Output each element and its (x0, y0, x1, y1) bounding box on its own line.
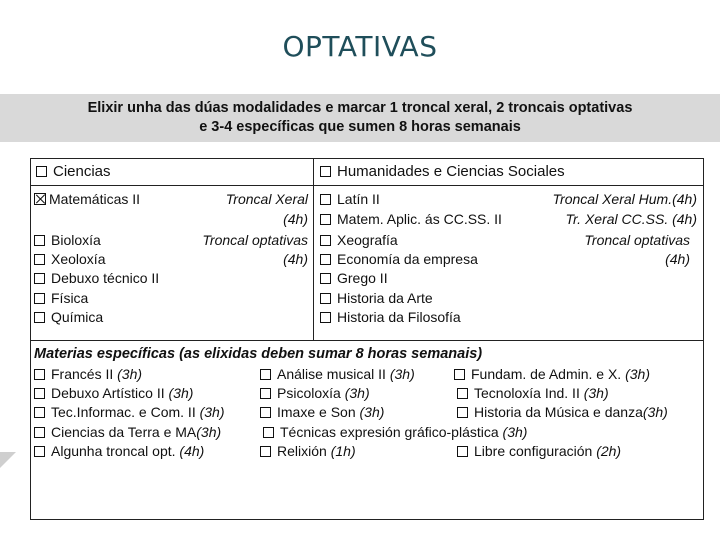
checkbox-icon[interactable] (454, 369, 465, 380)
checkbox-icon[interactable] (260, 369, 271, 380)
header-divider (30, 185, 704, 186)
humanidades-troncal-opt-note: Troncal optativas (584, 232, 690, 248)
subject-economia-da-empresa[interactable]: Economía da empresa (320, 250, 478, 269)
checkbox-icon[interactable] (34, 312, 45, 323)
subject-historia-da-filosofia[interactable]: Historia da Filosofía (320, 308, 461, 327)
subject-debuxo-tecnico-ii[interactable]: Debuxo técnico II (34, 269, 159, 288)
corner-decoration (0, 452, 16, 468)
subject-xeoloxia[interactable]: Xeoloxía (34, 250, 105, 269)
specific-frances-ii[interactable]: Francés II (3h) (34, 365, 142, 384)
specific-algunha-troncal[interactable]: Algunha troncal opt. (4h) (34, 442, 204, 461)
checkbox-icon[interactable] (260, 446, 271, 457)
checkbox-icon[interactable] (36, 166, 47, 177)
specific-imaxe-e-son[interactable]: Imaxe e Son (3h) (260, 403, 384, 422)
checkbox-icon[interactable] (457, 388, 468, 399)
specific-subjects-title: Materias específicas (as elixidas deben sumar 8 horas semanais) (34, 346, 483, 362)
ciencias-troncal-xeral-hours: (4h) (283, 211, 308, 227)
checked-box-icon[interactable] (34, 193, 46, 205)
subject-latin-ii[interactable]: Latín II (320, 190, 380, 209)
checkbox-icon[interactable] (320, 273, 331, 284)
ciencias-header[interactable]: Ciencias (36, 162, 111, 181)
checkbox-icon[interactable] (34, 427, 45, 438)
checkbox-icon[interactable] (260, 407, 271, 418)
checkbox-icon[interactable] (34, 235, 45, 246)
specific-fundam-admin[interactable]: Fundam. de Admin. e X. (3h) (454, 365, 650, 384)
checkbox-icon[interactable] (320, 254, 331, 265)
checkbox-icon[interactable] (260, 388, 271, 399)
specific-analise-musical-ii[interactable]: Análise musical II (3h) (260, 365, 415, 384)
subject-fisica[interactable]: Física (34, 289, 88, 308)
checkbox-icon[interactable] (263, 427, 274, 438)
subject-grego-ii[interactable]: Grego II (320, 269, 388, 288)
humanidades-tr-xeral-ccss-note: Tr. Xeral CC.SS. (4h) (565, 211, 697, 227)
subject-matem-aplic-ccss-ii[interactable]: Matem. Aplic. ás CC.SS. II (320, 210, 502, 229)
checkbox-icon[interactable] (34, 273, 45, 284)
humanidades-troncal-opt-hours: (4h) (665, 251, 690, 267)
ciencias-troncal-opt-note: Troncal optativas (202, 232, 308, 248)
ciencias-troncal-xeral-note: Troncal Xeral (225, 191, 308, 207)
subject-xeografia[interactable]: Xeografía (320, 231, 398, 250)
specific-tecnoloxia-ind-ii[interactable]: Tecnoloxía Ind. II (3h) (457, 384, 609, 403)
checkbox-icon[interactable] (34, 369, 45, 380)
specific-divider (30, 340, 704, 341)
page-title: OPTATIVAS (282, 30, 438, 63)
checkbox-icon[interactable] (320, 235, 331, 246)
checkbox-icon[interactable] (34, 254, 45, 265)
checkbox-icon[interactable] (320, 214, 331, 225)
specific-historia-musica[interactable]: Historia da Música e danza(3h) (457, 403, 668, 422)
humanidades-troncal-xeral-note: Troncal Xeral Hum.(4h) (552, 191, 697, 207)
ciencias-troncal-opt-hours: (4h) (283, 251, 308, 267)
specific-libre-configuracion[interactable]: Libre configuración (2h) (457, 442, 621, 461)
checkbox-icon[interactable] (457, 407, 468, 418)
checkbox-icon[interactable] (320, 166, 331, 177)
specific-tecnicas-expresion[interactable]: Técnicas expresión gráfico-plástica (3h) (263, 423, 527, 442)
subject-historia-da-arte[interactable]: Historia da Arte (320, 289, 433, 308)
specific-relixion[interactable]: Relixión (1h) (260, 442, 356, 461)
subject-bioloxia[interactable]: Bioloxía (34, 231, 101, 250)
specific-ciencias-da-terra[interactable]: Ciencias da Terra e MA(3h) (34, 423, 221, 442)
instructions-line-1: Elixir unha das dúas modalidades e marcar 1 troncal xeral, 2 troncais optativas (87, 100, 633, 116)
subject-matematicas-ii[interactable]: Matemáticas II (34, 190, 140, 209)
subject-quimica[interactable]: Química (34, 308, 103, 327)
humanidades-header[interactable]: Humanidades e Ciencias Sociales (320, 162, 565, 181)
instructions-text (30, 99, 690, 137)
checkbox-icon[interactable] (34, 446, 45, 457)
checkbox-icon[interactable] (320, 312, 331, 323)
column-divider (313, 158, 314, 341)
specific-tec-informac-com-ii[interactable]: Tec.Informac. e Com. II (3h) (34, 403, 225, 422)
checkbox-icon[interactable] (320, 293, 331, 304)
instructions-line-2: e 3-4 específicas que sumen 8 horas semanais (199, 119, 521, 135)
checkbox-icon[interactable] (320, 194, 331, 205)
checkbox-icon[interactable] (457, 446, 468, 457)
checkbox-icon[interactable] (34, 407, 45, 418)
specific-psicoloxia[interactable]: Psicoloxía (3h) (260, 384, 370, 403)
checkbox-icon[interactable] (34, 293, 45, 304)
specific-debuxo-artistico-ii[interactable]: Debuxo Artístico II (3h) (34, 384, 193, 403)
checkbox-icon[interactable] (34, 388, 45, 399)
